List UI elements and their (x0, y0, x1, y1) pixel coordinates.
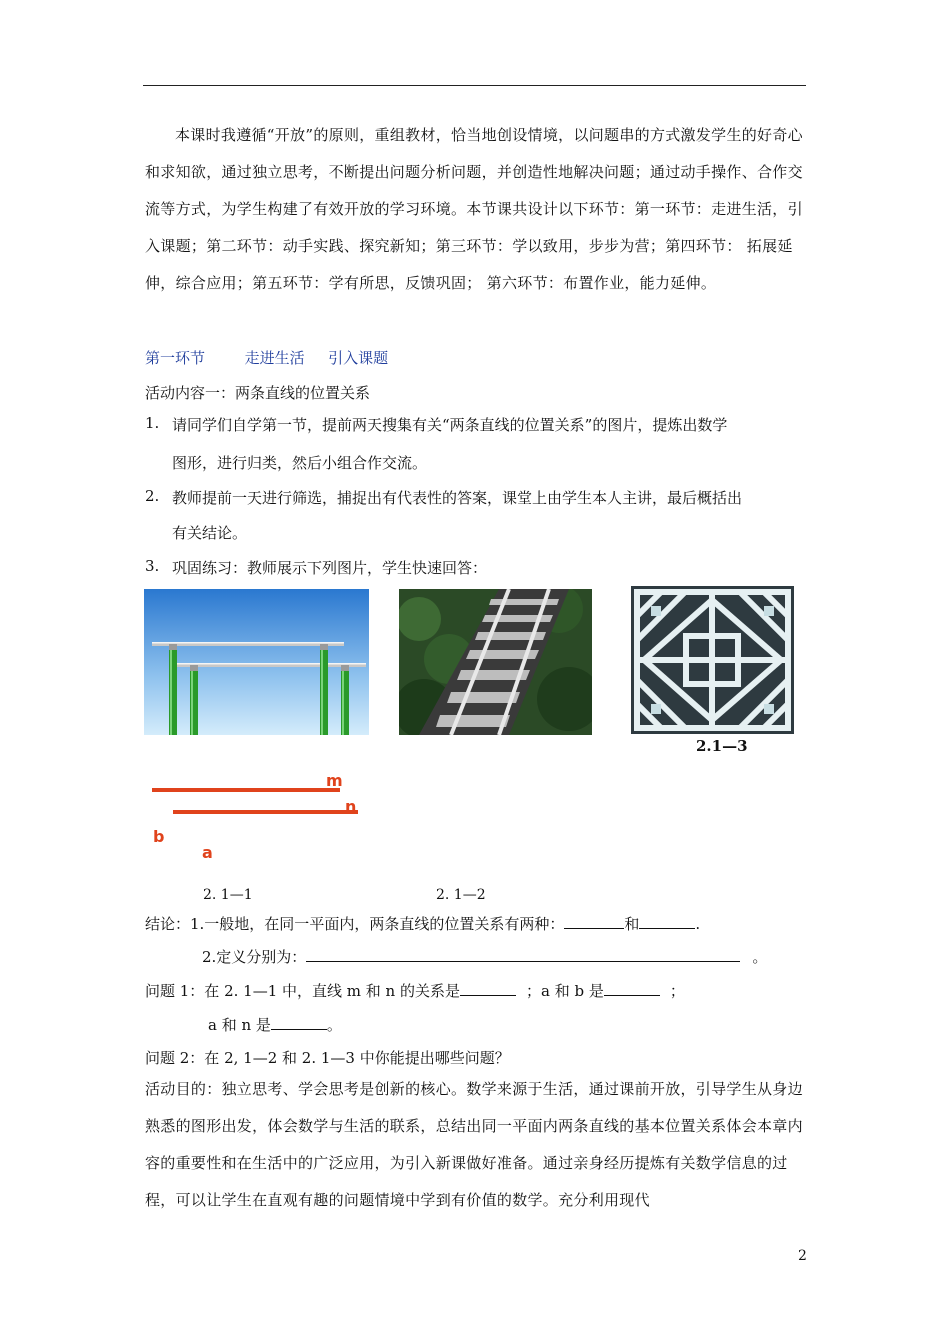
label-b: b (153, 827, 165, 846)
intro-paragraph: 本课时我遵循“开放”的原则，重组教材，恰当地创设情境，以问题串的方式激发学生的好奇心和求知欲，通过独立思考，不断提出问题分析问题，并创造性地解决问题；通过动手操作、合作交流等方式，为学生构建了有效开放的学习环境。本节课共设计以下环节：第一环节：走进生活，引入课题；第二环节：动手实践、探究新知；第三环节：学以致用，步步为营；第四环节： 拓展延伸，综合应用；第五环节：学有所思，反馈巩固； 第六环节：布置作业，能力延伸。 (145, 126, 803, 292)
blank-definition[interactable] (306, 949, 740, 962)
conclusion-line-1: 结论：1.一般地，在同一平面内，两条直线的位置关系有两种： 和 . (145, 915, 701, 933)
section-subtitle-1: 走进生活 (244, 349, 305, 367)
item-2-number: 2. (145, 487, 160, 505)
page-number: 2 (798, 1248, 807, 1264)
item-3-line1: 巩固练习：教师展示下列图片，学生快速回答： (172, 559, 488, 577)
parallel-lines-figure (145, 770, 385, 870)
figure-caption-1: 2. 1—1 (203, 887, 253, 903)
question-2: 问题 2：在 2, 1—2 和 2. 1—3 中你能提出哪些问题？ (145, 1049, 510, 1067)
question-1: 问题 1：在 2. 1—1 中，直线 m 和 n 的关系是 ；a 和 b 是 ； (145, 982, 685, 1000)
label-n: n (345, 797, 357, 816)
item-2-line2: 有关结论。 (172, 524, 248, 542)
blank-mn[interactable] (460, 983, 516, 996)
railway-track-image (399, 589, 592, 735)
item-2-line1: 教师提前一天进行筛选，捕捉出有代表性的答案，课堂上由学生本人主讲，最后概括出 (172, 489, 743, 507)
question-1-line-2: a 和 n 是 。 (208, 1016, 342, 1034)
blank-an[interactable] (271, 1017, 327, 1030)
blank-ab[interactable] (604, 983, 660, 996)
parallel-bars-image (144, 589, 369, 735)
figure-caption-2: 2. 1—2 (436, 887, 486, 903)
item-3-number: 3. (145, 557, 160, 575)
header-rule (143, 85, 806, 86)
item-1-line1: 请同学们自学第一节，提前两天搜集有关“两条直线的位置关系”的图片，提炼出数学 (172, 416, 728, 434)
blank-2[interactable] (639, 916, 695, 929)
section-subtitle-2: 引入课题 (328, 349, 389, 367)
item-1-line2: 图形，进行归类，然后小组合作交流。 (172, 454, 428, 472)
section-heading (145, 347, 388, 368)
activity-title: 活动内容一：两条直线的位置关系 (145, 384, 371, 402)
label-a: a (202, 843, 213, 862)
figure-caption-3: 2.1—3 (696, 737, 748, 755)
label-m: m (326, 771, 343, 790)
window-lattice-image (631, 586, 794, 734)
purpose-paragraph: 活动目的：独立思考、学会思考是创新的核心。数学来源于生活，通过课前开放，引导学生从身边熟悉的图形出发，体会数学与生活的联系，总结出同一平面内两条直线的基本位置关系体会本章内容的重要性和在生活中的广泛应用，为引入新课做好准备。通过亲身经历提炼有关数学信息的过程，可以让学生在直观有趣的问题情境中学到有价值的数学。充分利用现代 (145, 1080, 803, 1209)
section-title: 第一环节 (145, 349, 206, 367)
item-1-number: 1. (145, 414, 160, 432)
conclusion-line-2: 2.定义分别为： 。 (202, 948, 768, 966)
blank-1[interactable] (564, 916, 624, 929)
